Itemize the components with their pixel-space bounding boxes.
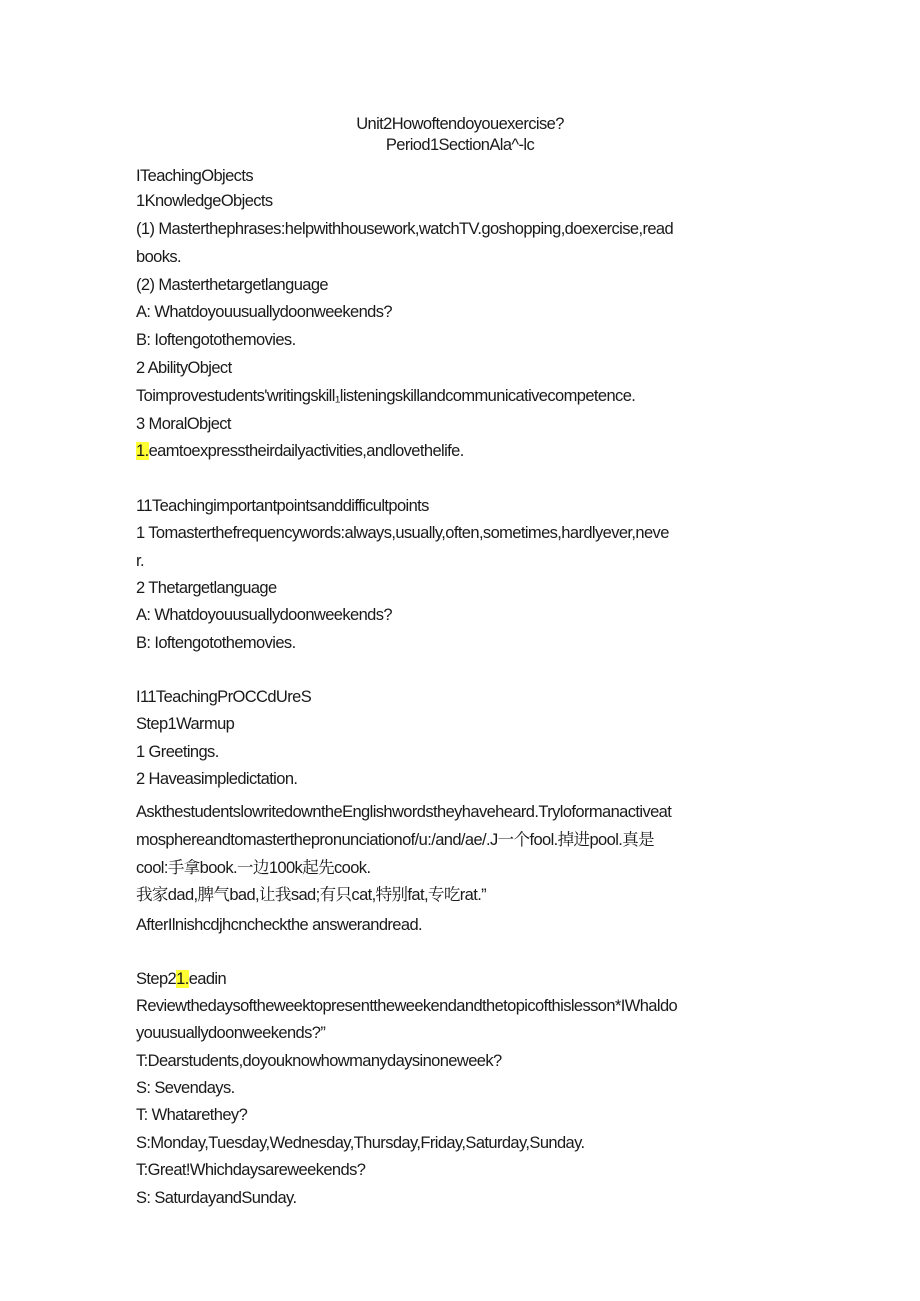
doc-subtitle: Period1SectionAla^-lc [385, 136, 535, 154]
section-heading-objects: ITeachingObjects [136, 167, 253, 185]
dialogue-teacher-1: T:Dearstudents,doyouknowhowmanydaysinoneweek? [136, 1052, 502, 1070]
dictation-line-2: mosphereandtomasterthepronunciationof/u:/and/ae/.J一个fool.掉进pool.真是 [136, 831, 655, 849]
key-point-1-line-1: 1 Tomasterthefrequencywords:always,usually,often,sometimes,hardlyever,neve [136, 524, 669, 542]
step-2-suffix: eadin [188, 970, 227, 988]
moral-object-text [136, 440, 464, 462]
target-question: A: Whatdoyouusuallydoonweekends? [136, 303, 392, 321]
target-answer: B: Ioftengotothemovies. [136, 331, 296, 349]
ability-object-heading: 2 AbilityObject [136, 359, 232, 377]
step-1-item-1: 1 Greetings. [136, 743, 219, 761]
ability-object-text: Toimprovestudents'writingskill₁listeningskillandcommunicativecompetence. [136, 387, 636, 405]
knowledge-objects-heading: 1KnowledgeObjects [136, 192, 273, 210]
highlight-mark: 1. [136, 442, 149, 460]
knowledge-item-1-line-1: (1) Masterthephrases:helpwithhousework,watchTV.goshopping,doexercise,read [136, 220, 674, 238]
dialogue-teacher-3: T:Great!Whichdaysareweekends? [136, 1161, 366, 1179]
step-1-item-2: 2 Haveasimpledictation. [136, 770, 298, 788]
dialogue-student-3: S: SaturdayandSunday. [136, 1189, 297, 1207]
dictation-line-5: AfterIlnishcdjhcncheckthe answerandread. [136, 916, 423, 934]
dialogue-student-1: S: Sevendays. [136, 1079, 235, 1097]
moral-object-rest: eamtoexpresstheirdailyactivities,andlovethelife. [148, 442, 464, 460]
dialogue-student-2: S:Monday,Tuesday,Wednesday,Thursday,Friday,Saturday,Sunday. [136, 1134, 585, 1152]
key-point-1-line-2: r. [136, 552, 144, 570]
section-heading-key-points: 11Teachingimportantpointsanddifficultpoints [136, 497, 429, 515]
dictation-line-4: 我家dad,脾气bad,让我sad;有只cat,特别fat,专吃rat.” [136, 886, 487, 904]
review-line-1: Reviewthedaysoftheweektopresenttheweekendandthetopicofthislesson*IWhaldo [136, 997, 678, 1015]
moral-object-heading: 3 MoralObject [136, 415, 231, 433]
knowledge-item-2: (2) Masterthetargetlanguage [136, 276, 329, 294]
dialogue-teacher-2: T: Whatarethey? [136, 1106, 248, 1124]
step-2-prefix: Step2 [136, 970, 177, 988]
key-point-2: 2 Thetargetlanguage [136, 579, 277, 597]
key-point-question: A: Whatdoyouusuallydoonweekends? [136, 606, 392, 624]
dictation-line-1: AskthestudentslowritedowntheEnglishwordstheyhaveheard.Tryloformanactiveat [136, 803, 672, 821]
step-2-heading [136, 968, 226, 990]
step-1-heading: Step1Warmup [136, 715, 235, 733]
dictation-line-3: cool:手拿book.一边100k起先cook. [136, 859, 371, 877]
section-heading-procedures: I11TeachingPrOCCdUreS [136, 688, 312, 706]
review-line-2: youusuallydoonweekends?” [136, 1024, 326, 1042]
knowledge-item-1-line-2: books. [136, 248, 182, 266]
doc-title: Unit2Howoftendoyouexercise? [356, 115, 564, 133]
highlight-mark: 1. [176, 970, 189, 988]
key-point-answer: B: Ioftengotothemovies. [136, 634, 296, 652]
